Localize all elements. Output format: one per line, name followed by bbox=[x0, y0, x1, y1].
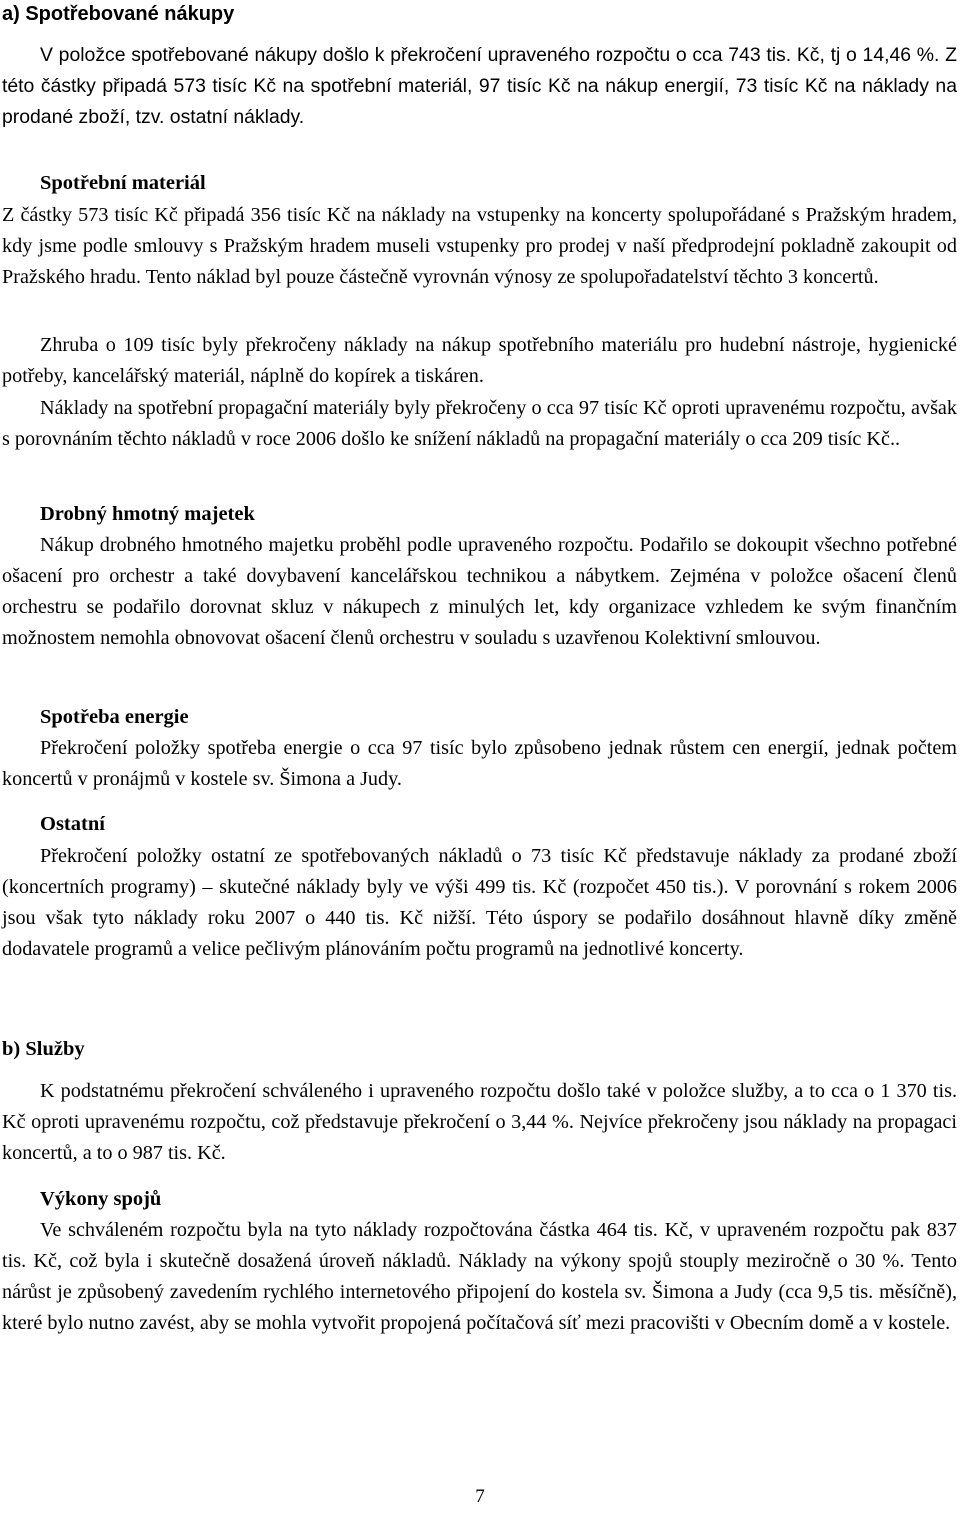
spotreba-energie-heading: Spotřeba energie bbox=[40, 706, 189, 728]
section-a-intro: V položce spotřebované nákupy došlo k překročení upraveného rozpočtu o cca 743 tis. Kč, tj o 14,46 %. Z této částky připadá 573 tisíc Kč na spotřební materiál, 97 tisíc Kč na nákup energií, 73 tisíc Kč na náklady na prodané zboží, tzv. ostatní náklady. bbox=[2, 44, 957, 128]
spotrebni-material-paragraph-3: Náklady na spotřební propagační materiály byly překročeny o cca 97 tisíc Kč oproti upravenému rozpočtu, avšak s porovnáním těchto nákladů v roce 2006 došlo ke snížení nákladů na propagační materiály o cca 209 tisíc Kč.. bbox=[2, 397, 957, 450]
spotrebni-material-heading: Spotřební materiál bbox=[40, 172, 206, 194]
spotrebni-material-paragraph-2: Zhruba o 109 tisíc byly překročeny náklady na nákup spotřebního materiálu pro hudební nástroje, hygienické potřeby, kancelářský materiál, náplně do kopírek a tiskáren. bbox=[2, 334, 957, 387]
section-b-paragraph: K podstatnému překročení schváleného i upraveného rozpočtu došlo také v položce služby, a to cca o 1 370 tis. Kč oproti upravenému rozpočtu, což představuje překročení o 3,44 %. Nejvíce překročeny jsou náklady na propagaci koncertů, a to o 987 tis. Kč. bbox=[2, 1080, 957, 1164]
section-a-heading: a) Spotřebované nákupy bbox=[2, 3, 235, 25]
section-b-heading: b) Služby bbox=[2, 1038, 85, 1060]
vykony-spoju-paragraph: Ve schváleném rozpočtu byla na tyto náklady rozpočtována částka 464 tis. Kč, v upraveném rozpočtu pak 837 tis. Kč, což byla i skutečně dosažená úroveň nákladů. Náklady na výkony spojů stouply meziročně o 30 %. Tento nárůst je způsobený zavedením rychlého internetového připojení do kostela sv. Šimona a Judy (cca 9,5 tis. měsíčně), které bylo nutno zavést, aby se mohla vytvořit propojená počítačová síť mezi pracovišti v Obecním domě a v kostele. bbox=[2, 1219, 957, 1334]
vykony-spoju-heading: Výkony spojů bbox=[40, 1188, 162, 1210]
ostatni-paragraph: Překročení položky ostatní ze spotřebovaných nákladů o 73 tisíc Kč představuje náklady za prodané zboží (koncertních programy) – skutečné náklady byly ve výši 499 tis. Kč (rozpočet 450 tis.). V porovnání s rokem 2006 jsou však tyto náklady roku 2007 o 440 tis. Kč nižší. Této úspory se podařilo dosáhnout hlavně díky změně dodavatele programů a velice pečlivým plánováním počtu programů na jednotlivé koncerty. bbox=[2, 845, 957, 960]
spotreba-energie-paragraph: Překročení položky spotřeba energie o cca 97 tisíc bylo způsobeno jednak růstem cen energií, jednak počtem koncertů v pronájmů v kostele sv. Šimona a Judy. bbox=[2, 737, 957, 790]
ostatni-heading: Ostatní bbox=[40, 813, 105, 835]
drobny-majetek-heading: Drobný hmotný majetek bbox=[40, 503, 255, 525]
drobny-majetek-paragraph: Nákup drobného hmotného majetku proběhl podle upraveného rozpočtu. Podařilo se dokoupit všechno potřebné ošacení pro orchestr a také dovybavení kancelářskou technikou a nábytkem. Zejména v položce ošacení členů orchestru se podařilo dorovnat skluz v nákupech z minulých let, kdy organizace vzhledem ke svým finančním možnostem nemohla obnovovat ošacení členů orchestru v souladu s uzavřenou Kolektivní smlouvou. bbox=[2, 534, 957, 649]
page-number: 7 bbox=[475, 1486, 485, 1507]
spotrebni-material-paragraph-1: Z částky 573 tisíc Kč připadá 356 tisíc Kč na náklady na vstupenky na koncerty spolupořádané s Pražským hradem, kdy jsme podle smlouvy s Pražským hradem museli vstupenky pro prodej v naší předprodejní pokladně zakoupit od Pražského hradu. Tento náklad byl pouze částečně vyrovnán výnosy ze spolupořadatelství těchto 3 koncertů. bbox=[2, 204, 957, 288]
